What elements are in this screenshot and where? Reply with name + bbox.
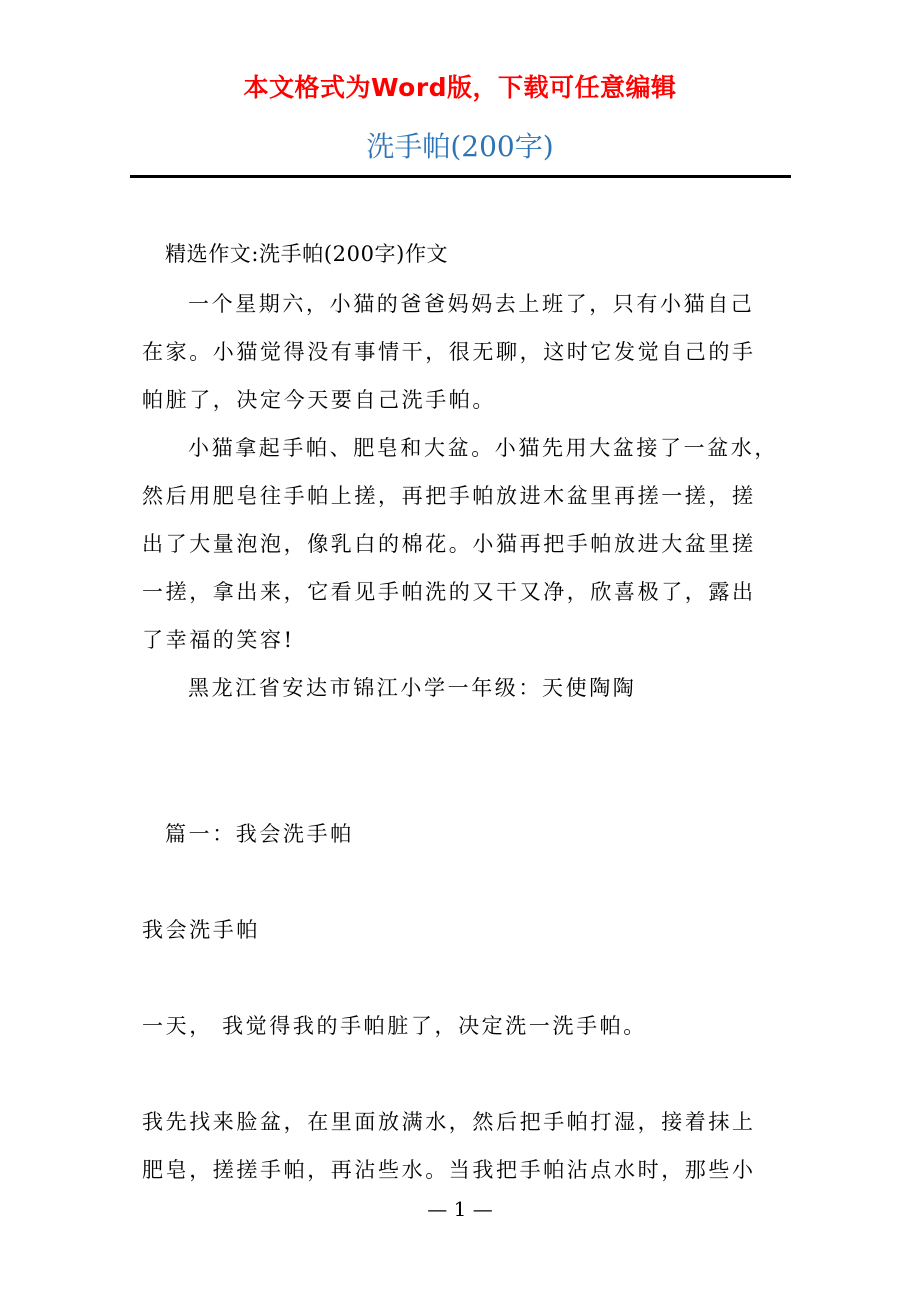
paragraph-line: 然后用肥皂往手帕上搓，再把手帕放进木盆里再搓一搓，搓 — [142, 484, 756, 508]
author-line: 黑龙江省安达市锦江小学一年级：天使陶陶 — [188, 676, 637, 700]
paragraph-line: 小猫拿起手帕、肥皂和大盆。小猫先用大盆接了一盆水， — [188, 436, 778, 460]
paragraph-line: 在家。小猫觉得没有事情干，很无聊，这时它发觉自己的手 — [142, 340, 756, 364]
paragraph-line: 一个星期六，小猫的爸爸妈妈去上班了，只有小猫自己 — [188, 292, 755, 316]
document-title: 洗手帕(200字) — [366, 130, 554, 163]
paragraph-line: 我先找来脸盆，在里面放满水，然后把手帕打湿，接着抹上 — [142, 1110, 756, 1134]
paragraph-line: 一搓，拿出来，它看见手帕洗的又干又净，欣喜极了，露出 — [142, 580, 756, 604]
paragraph-line: 了幸福的笑容! — [142, 628, 295, 652]
editable-notice-banner: 本文格式为Word版，下载可任意编辑 — [243, 73, 677, 102]
essay-title: 我会洗手帕 — [142, 918, 260, 942]
paragraph-line: 肥皂，搓搓手帕，再沾些水。当我把手帕沾点水时，那些小 — [142, 1158, 756, 1182]
paragraph-line: 一天， 我觉得我的手帕脏了，决定洗一洗手帕。 — [142, 1014, 647, 1038]
paragraph-line: 出了大量泡泡，像乳白的棉花。小猫再把手帕放进大盆里搓 — [142, 532, 756, 556]
title-divider — [130, 175, 791, 178]
page-number: — 1 — — [427, 1197, 493, 1221]
subtitle: 精选作文:洗手帕(200字)作文 — [165, 242, 449, 266]
paragraph-line: 帕脏了，决定今天要自己洗手帕。 — [142, 388, 496, 412]
section-heading: 篇一：我会洗手帕 — [165, 822, 354, 846]
